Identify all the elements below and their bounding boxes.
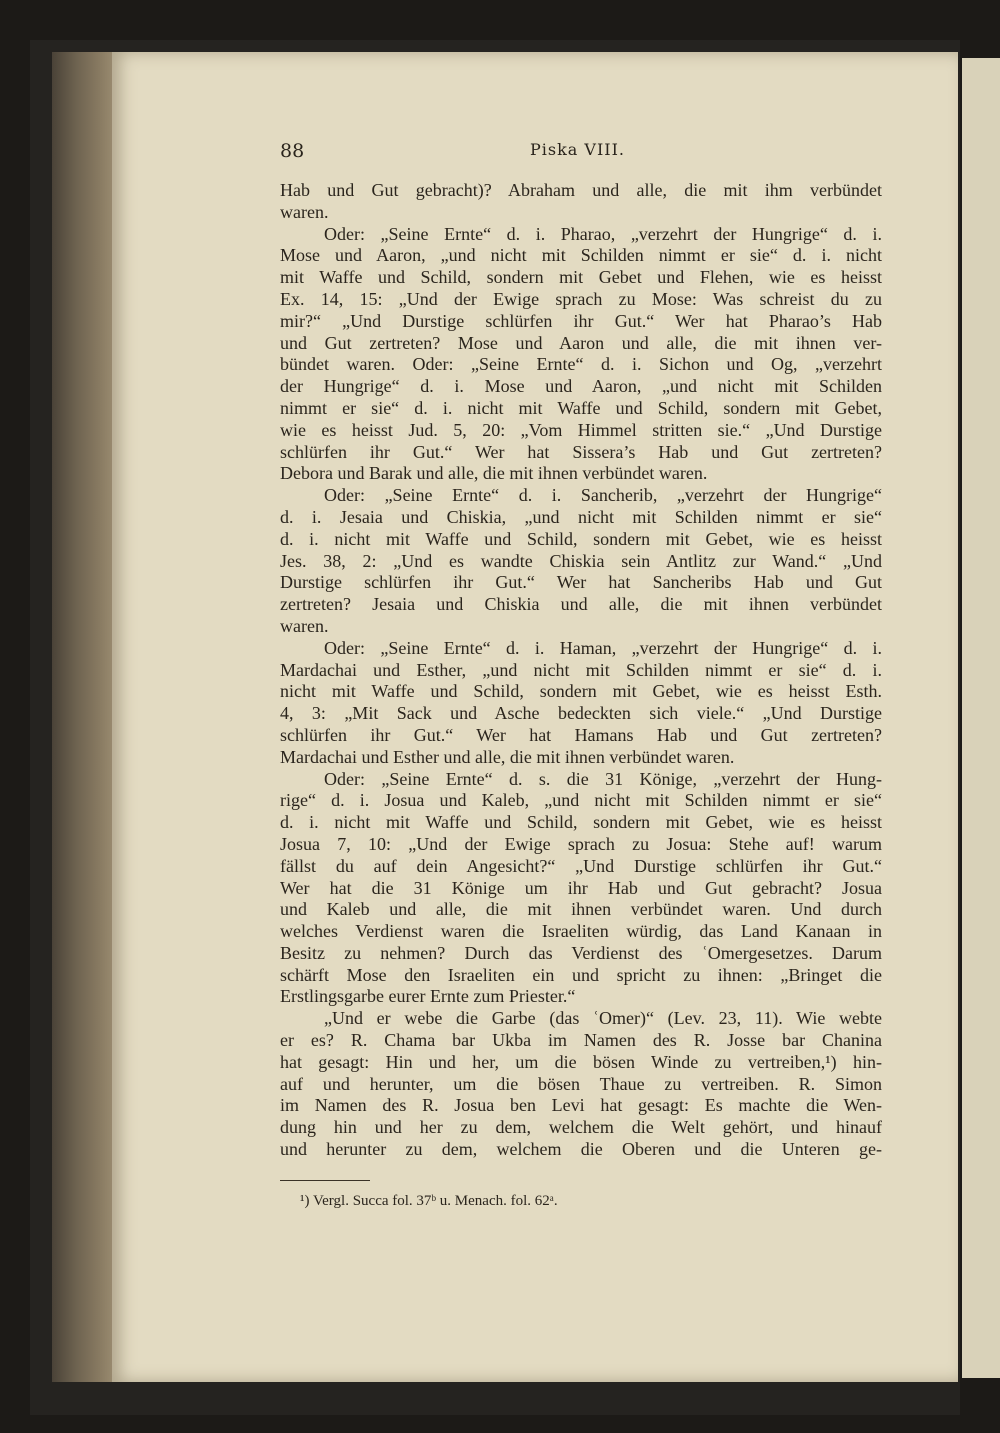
- footnote: ¹) Vergl. Succa fol. 37ᵇ u. Menach. fol. 62ᵃ.: [300, 1193, 558, 1209]
- text-line: fällst du auf dein Angesicht?“ „Und Durstige schlürfen ihr Gut.“: [280, 855, 882, 876]
- running-title: Piska VIII.: [530, 140, 626, 159]
- facing-page-edge: [962, 58, 1000, 1378]
- text-line: mit Waffe und Schild, sondern mit Gebet und Flehen, wie es heisst: [280, 267, 882, 288]
- text-line: mir?“ „Und Durstige schlürfen ihr Gut.“ Wer hat Pharao’s Hab: [280, 310, 882, 331]
- text-line: Mardachai und Esther und alle, die mit ihnen verbündet waren.: [280, 746, 735, 767]
- text-line: Oder: „Seine Ernte“ d. i. Sancherib, „verzehrt der Hungrige“: [324, 485, 882, 506]
- body-text: [280, 180, 882, 1161]
- page-number: 88: [280, 140, 305, 162]
- footnote-rule: [280, 1180, 370, 1181]
- text-line: im Namen des R. Josua ben Levi hat gesagt: Es machte die Wen-: [280, 1095, 882, 1116]
- text-line: er es? R. Chama bar Ukba im Namen des R. Josse bar Chanina: [280, 1030, 882, 1051]
- text-line: d. i. Jesaia und Chiskia, „und nicht mit Schilden nimmt er sie“: [280, 506, 882, 527]
- text-line: Erstlingsgarbe eurer Ernte zum Priester.“: [280, 986, 576, 1007]
- text-line: Oder: „Seine Ernte“ d. i. Haman, „verzehrt der Hungrige“ d. i.: [324, 637, 882, 658]
- text-line: Hab und Gut gebracht)? Abraham und alle, die mit ihm verbündet: [280, 180, 882, 200]
- text-line: nimmt er sie“ d. i. nicht mit Waffe und Schild, sondern mit Gebet,: [280, 397, 882, 418]
- text-line: nicht mit Waffe und Schild, sondern mit Gebet, wie es heisst Esth.: [280, 681, 882, 702]
- text-line: Mose und Aaron, „und nicht mit Schilden nimmt er sie“ d. i. nicht: [280, 245, 882, 266]
- text-line: welches Verdienst waren die Israeliten würdig, das Land Kanaan in: [280, 921, 882, 942]
- page-header: [280, 140, 880, 164]
- text-line: schärft Mose den Israeliten ein und spricht zu ihnen: „Bringet die: [280, 964, 882, 985]
- text-line: Josua 7, 10: „Und der Ewige sprach zu Josua: Stehe auf! warum: [280, 833, 882, 854]
- text-line: und Kaleb und alle, die mit ihnen verbündet waren. Und durch: [280, 899, 882, 920]
- text-line: d. i. nicht mit Waffe und Schild, sondern mit Gebet, wie es heisst: [280, 528, 882, 549]
- text-line: Oder: „Seine Ernte“ d. i. Pharao, „verzehrt der Hungrige“ d. i.: [324, 223, 882, 244]
- text-line: „Und er webe die Garbe (das ʿOmer)“ (Lev. 23, 11). Wie webte: [324, 1008, 882, 1029]
- text-line: d. i. nicht mit Waffe und Schild, sondern mit Gebet, wie es heisst: [280, 812, 882, 833]
- text-line: hat gesagt: Hin und her, um die bösen Winde zu vertreiben,¹) hin-: [280, 1051, 882, 1072]
- text-line: rige“ d. i. Josua und Kaleb, „und nicht mit Schilden nimmt er sie“: [280, 790, 882, 811]
- text-line: und Gut zertreten? Mose und Aaron und alle, die mit ihnen ver-: [280, 332, 882, 353]
- text-line: Besitz zu nehmen? Durch das Verdienst des ʿOmergesetzes. Darum: [280, 942, 882, 963]
- text-line: schlürfen ihr Gut.“ Wer hat Hamans Hab und Gut zertreten?: [280, 724, 882, 745]
- text-line: bündet waren. Oder: „Seine Ernte“ d. i. Sichon und Og, „verzehrt: [280, 354, 882, 375]
- text-line: schlürfen ihr Gut.“ Wer hat Sissera’s Hab und Gut zertreten?: [280, 441, 882, 462]
- text-line: Ex. 14, 15: „Und der Ewige sprach zu Mose: Was schreist du zu: [280, 288, 882, 309]
- text-line: auf und herunter, um die bösen Thaue zu vertreiben. R. Simon: [280, 1073, 882, 1094]
- text-line: Durstige schlürfen ihr Gut.“ Wer hat Sancheribs Hab und Gut: [280, 572, 882, 593]
- text-line: 4, 3: „Mit Sack und Asche bedeckten sich viele.“ „Und Durstige: [280, 703, 882, 724]
- text-line: waren.: [280, 201, 329, 222]
- text-line: dung hin und her zu dem, welchem die Welt gehört, und hinauf: [280, 1117, 882, 1138]
- text-line: Jes. 38, 2: „Und es wandte Chiskia sein Antlitz zur Wand.“ „Und: [280, 550, 882, 571]
- text-line: wie es heisst Jud. 5, 20: „Vom Himmel stritten sie.“ „Und Durstige: [280, 419, 882, 440]
- text-line: und herunter zu dem, welchem die Oberen und die Unteren ge-: [280, 1139, 882, 1160]
- text-line: zertreten? Jesaia und Chiskia und alle, die mit ihnen verbündet: [280, 594, 882, 615]
- text-line: Oder: „Seine Ernte“ d. s. die 31 Könige, „verzehrt der Hung-: [324, 768, 882, 789]
- text-line: Wer hat die 31 Könige um ihr Hab und Gut gebracht? Josua: [280, 877, 882, 898]
- text-line: der Hungrige“ d. i. Mose und Aaron, „und nicht mit Schilden: [280, 376, 882, 397]
- text-line: Debora und Barak und alle, die mit ihnen verbündet waren.: [280, 463, 708, 484]
- text-line: waren.: [280, 615, 329, 636]
- text-line: Mardachai und Esther, „und nicht mit Schilden nimmt er sie“ d. i.: [280, 659, 882, 680]
